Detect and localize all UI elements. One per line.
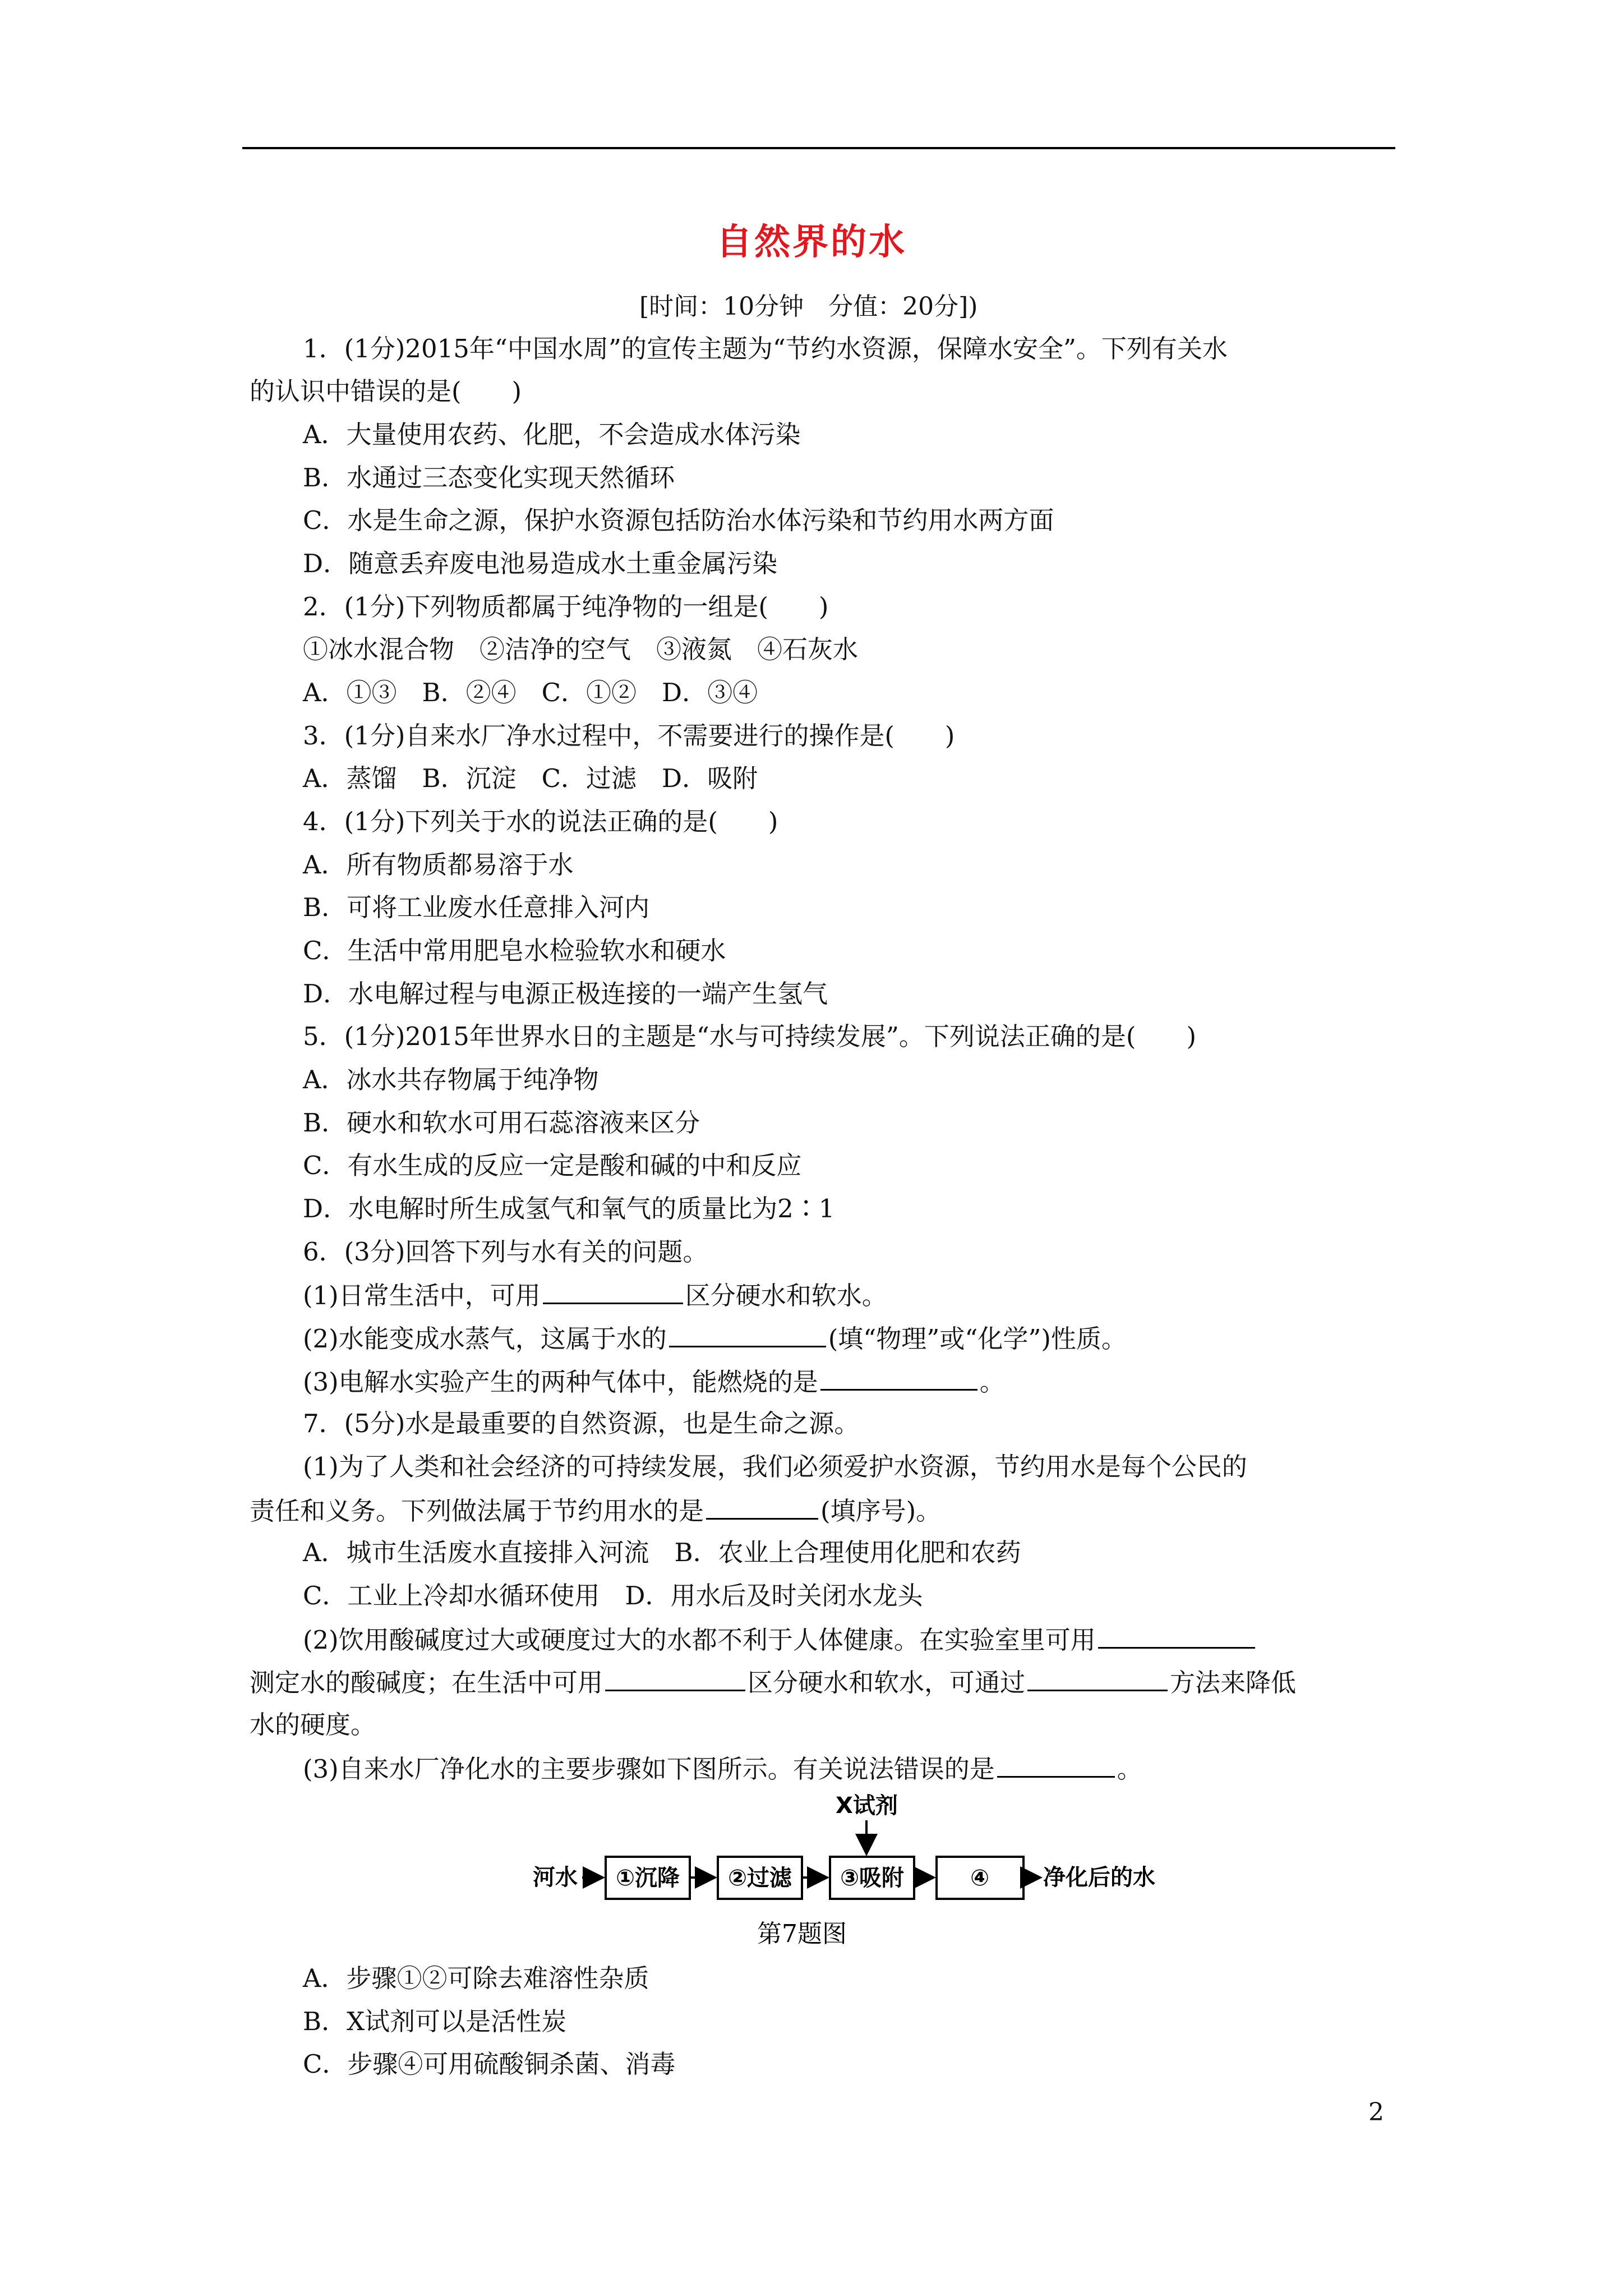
q7-option-a: A．步骤①②可除去难溶性杂质: [303, 1963, 649, 1993]
answer-blank[interactable]: [820, 1364, 978, 1391]
q7-part3: [303, 1751, 1142, 1786]
q7-part1-options-cd: C．工业上冷却水循环使用 D．用水后及时关闭水龙头: [303, 1581, 923, 1611]
q6-stem: 6．(3分)回答下列与水有关的问题。: [303, 1237, 708, 1267]
q1-stem-cont: 的认识中错误的是( ): [250, 376, 522, 406]
q6-part3-text-b: 。: [979, 1367, 1005, 1397]
q1-option-c: C．水是生命之源，保护水资源包括防治水体污染和节约用水两方面: [303, 505, 1054, 535]
q7-part1: (1)为了人类和社会经济的可持续发展，我们必须爱护水资源，节约用水是每个公民的: [303, 1452, 1247, 1481]
q2-options: A．①③ B．②④ C．①② D．③④: [303, 678, 758, 707]
answer-blank[interactable]: [997, 1751, 1115, 1778]
step-box-4: [937, 1857, 1023, 1899]
q7-part1-text-b: (填序号)。: [820, 1496, 942, 1526]
q5-option-a: A．冰水共存物属于纯净物: [303, 1065, 599, 1094]
page-title: 自然界的水: [716, 222, 907, 263]
q6-part1-text-b: 区分硬水和软水。: [685, 1281, 887, 1310]
answer-blank[interactable]: [605, 1665, 745, 1691]
q4-option-c: C．生活中常用肥皂水检验软水和硬水: [303, 936, 726, 965]
answer-blank[interactable]: [706, 1493, 818, 1520]
q6-part3: [303, 1364, 1005, 1399]
step-box-2: [718, 1857, 802, 1899]
step-label-4: ④: [970, 1865, 989, 1891]
q6-part1: [303, 1278, 887, 1313]
q4-option-d: D．水电解过程与电源正极连接的一端产生氢气: [303, 979, 828, 1009]
q6-part2-text-b: (填“物理”或“化学”)性质。: [828, 1324, 1127, 1354]
q5-option-d: D．水电解时所生成氢气和氧气的质量比为2∶1: [303, 1194, 835, 1223]
step-label-2: ②过滤: [728, 1865, 792, 1891]
q7-part2-text-c: 区分硬水和软水，可通过: [748, 1668, 1026, 1697]
q7-part2-text-b: 测定水的酸碱度；在生活中可用: [250, 1668, 603, 1697]
q5-option-b: B．硬水和软水可用石蕊溶液来区分: [303, 1108, 700, 1138]
q3-stem: 3．(1分)自来水厂净水过程中，不需要进行的操作是( ): [303, 721, 955, 751]
figure-caption: 第7题图: [757, 1920, 847, 1948]
header-rule: [242, 147, 1395, 149]
q1-option-b: B．水通过三态变化实现天然循环: [303, 463, 675, 493]
q1-option-d: D．随意丢弃废电池易造成水土重金属污染: [303, 549, 778, 578]
q7-option-c: C．步骤④可用硫酸铜杀菌、消毒: [303, 2049, 676, 2079]
step-label-3: ③吸附: [840, 1865, 904, 1891]
q7-stem: 7．(5分)水是最重要的自然资源，也是生命之源。: [303, 1409, 860, 1438]
q6-part3-text-a: (3)电解水实验产生的两种气体中，能燃烧的是: [303, 1367, 818, 1397]
q7-part2-text-a: (2)饮用酸碱度过大或硬度过大的水都不利于人体健康。在实验室里可用: [303, 1625, 1096, 1655]
output-label: 净化后的水: [1043, 1865, 1155, 1890]
q6-part2-text-a: (2)水能变成水蒸气，这属于水的: [303, 1324, 667, 1354]
q7-part2-text-d: 方法来降低: [1170, 1668, 1297, 1697]
input-label: 河水: [533, 1865, 578, 1890]
q7-part2-cont: [250, 1665, 1296, 1700]
q4-option-a: A．所有物质都易溶于水: [303, 850, 574, 880]
step-label-1: ①沉降: [616, 1865, 680, 1891]
q7-part1-options-ab: A．城市生活废水直接排入河流 B．农业上合理使用化肥和农药: [303, 1538, 1021, 1567]
answer-blank[interactable]: [543, 1278, 683, 1304]
page-number: 2: [1368, 2098, 1384, 2127]
q6-part1-text-a: (1)日常生活中，可用: [303, 1281, 541, 1310]
q5-stem: 5．(1分)2015年世界水日的主题是“水与可持续发展”。下列说法正确的是( ): [303, 1022, 1197, 1051]
q7-part3-text-b: 。: [1117, 1754, 1142, 1784]
q7-part3-text-a: (3)自来水厂净化水的主要步骤如下图所示。有关说法错误的是: [303, 1754, 995, 1784]
q2-items: ①冰水混合物 ②洁净的空气 ③液氮 ④石灰水: [303, 634, 859, 664]
answer-blank[interactable]: [1027, 1665, 1168, 1691]
q7-part2: [303, 1622, 1257, 1657]
answer-blank[interactable]: [669, 1321, 826, 1347]
q4-option-b: B．可将工业废水任意排入河内: [303, 892, 650, 922]
q1-option-a: A．大量使用农药、化肥，不会造成水体污染: [303, 420, 801, 449]
q4-stem: 4．(1分)下列关于水的说法正确的是( ): [303, 807, 778, 836]
q7-part2-end: 水的硬度。: [250, 1710, 376, 1740]
exam-meta: [时间：10分钟 分值：20分]): [639, 292, 978, 321]
q7-option-b: B．X试剂可以是活性炭: [303, 2007, 567, 2036]
q3-options: A．蒸馏 B．沉淀 C．过滤 D．吸附: [303, 763, 758, 793]
step-box-1: [606, 1857, 690, 1899]
q1-stem: 1．(1分)2015年“中国水周”的宣传主题为“节约水资源，保障水安全”。下列有关水: [303, 334, 1228, 364]
q7-part1-cont: [250, 1493, 941, 1528]
q6-part2: [303, 1321, 1127, 1356]
reagent-label: X试剂: [836, 1793, 898, 1819]
q7-part1-text-a: 责任和义务。下列做法属于节约用水的是: [250, 1496, 704, 1526]
step-box-3: [830, 1857, 914, 1899]
q2-stem: 2．(1分)下列物质都属于纯净物的一组是( ): [303, 592, 829, 622]
q5-option-c: C．有水生成的反应一定是酸和碱的中和反应: [303, 1151, 802, 1180]
answer-blank[interactable]: [1098, 1622, 1255, 1649]
